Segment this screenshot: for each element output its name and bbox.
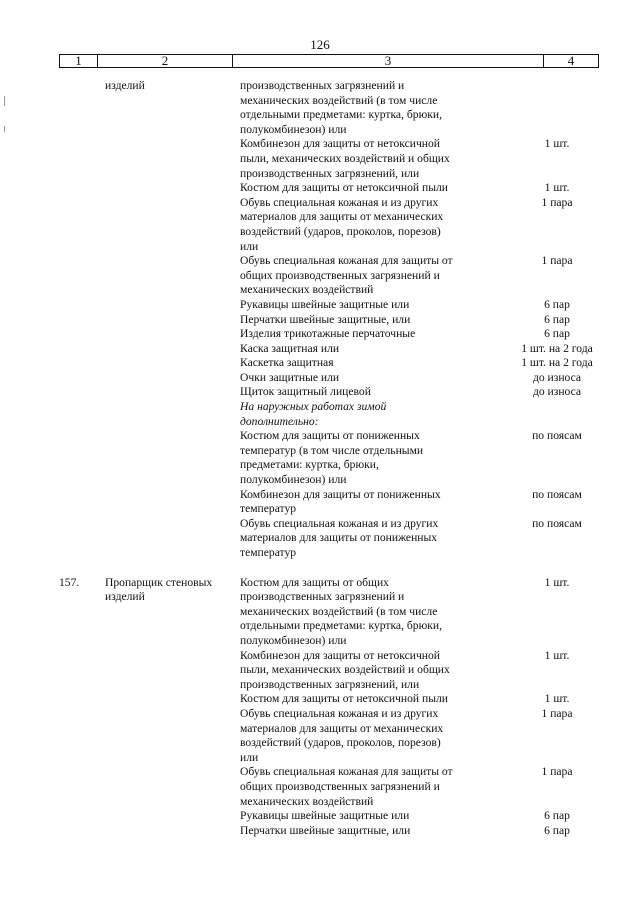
row-number bbox=[0, 444, 104, 459]
table-row bbox=[0, 371, 640, 386]
row-number bbox=[0, 458, 104, 473]
issue-norm bbox=[482, 444, 632, 459]
row-number bbox=[0, 181, 104, 196]
ppe-item: Очки защитные или bbox=[240, 370, 340, 384]
profession-name bbox=[104, 240, 240, 255]
table-row bbox=[0, 795, 640, 810]
ppe-item: Костюм для защиты от пониженных bbox=[240, 429, 420, 443]
row-number bbox=[0, 795, 104, 810]
table-header bbox=[59, 54, 599, 68]
table-row bbox=[0, 765, 640, 780]
profession-name: изделий bbox=[105, 79, 145, 92]
ppe-item: Костюм для защиты от нетоксичной пыли bbox=[240, 692, 449, 706]
page-number: 126 bbox=[310, 37, 330, 52]
table-row bbox=[0, 473, 640, 488]
profession-name bbox=[104, 415, 240, 430]
ppe-item: производственных загрязнений, или bbox=[240, 166, 420, 180]
row-number bbox=[0, 765, 104, 780]
issue-norm bbox=[482, 780, 632, 795]
header-col-1: 1 bbox=[60, 55, 98, 67]
row-number bbox=[0, 605, 104, 620]
issue-norm bbox=[482, 167, 632, 182]
row-number bbox=[0, 531, 104, 546]
issue-norm: до износа bbox=[532, 385, 582, 399]
ppe-item: Комбинезон для защиты от нетоксичной bbox=[240, 137, 441, 151]
row-number bbox=[0, 400, 104, 415]
ppe-item: пыли, механических воздействий и общих bbox=[240, 151, 450, 165]
profession-name bbox=[104, 488, 240, 503]
issue-norm bbox=[482, 94, 632, 109]
ppe-item: производственных загрязнений, или bbox=[240, 677, 420, 691]
table-row bbox=[0, 269, 640, 284]
profession-name: Пропарщик стеновых bbox=[105, 575, 213, 589]
profession-name bbox=[104, 313, 240, 328]
table-row bbox=[0, 531, 640, 546]
issue-norm bbox=[482, 722, 632, 737]
issue-norm bbox=[482, 400, 632, 415]
issue-norm bbox=[482, 663, 632, 678]
row-number bbox=[0, 751, 104, 766]
profession-name bbox=[104, 649, 240, 664]
profession-name bbox=[104, 254, 240, 269]
issue-norm bbox=[482, 79, 632, 94]
issue-norm: по поясам bbox=[532, 516, 582, 530]
header-col-3: 3 bbox=[233, 55, 544, 67]
table-row bbox=[0, 663, 640, 678]
table-row bbox=[0, 415, 640, 430]
issue-norm bbox=[482, 751, 632, 766]
profession-name bbox=[104, 298, 240, 313]
issue-norm: до износа bbox=[532, 370, 582, 384]
ppe-item: отдельными предметами: куртка, брюки, bbox=[240, 619, 442, 633]
table-row bbox=[0, 605, 640, 620]
profession-name bbox=[104, 167, 240, 182]
issue-norm bbox=[482, 240, 632, 255]
profession-name bbox=[104, 108, 240, 123]
profession-name bbox=[104, 678, 240, 693]
issue-norm: 6 пар bbox=[544, 312, 570, 326]
ppe-item: механических воздействий (в том числе bbox=[240, 93, 438, 107]
profession-name bbox=[104, 531, 240, 546]
row-number bbox=[0, 269, 104, 284]
issue-norm bbox=[482, 473, 632, 488]
table-row bbox=[0, 137, 640, 152]
row-number bbox=[0, 225, 104, 240]
row-number bbox=[0, 707, 104, 722]
issue-norm bbox=[482, 502, 632, 517]
ppe-item: температур (в том числе отдельными bbox=[240, 443, 424, 457]
issue-norm: 1 шт. bbox=[544, 575, 570, 589]
table-row bbox=[0, 152, 640, 167]
ppe-item: Костюм для защиты от нетоксичной пыли bbox=[240, 181, 449, 195]
issue-norm: 1 шт. bbox=[544, 648, 570, 662]
issue-norm bbox=[482, 678, 632, 693]
profession-name bbox=[104, 619, 240, 634]
issue-norm: 6 пар bbox=[544, 809, 570, 823]
profession-name bbox=[104, 283, 240, 298]
profession-name bbox=[104, 824, 240, 839]
issue-norm: 1 пара bbox=[541, 254, 573, 268]
issue-norm bbox=[482, 546, 632, 561]
row-number bbox=[0, 473, 104, 488]
profession-name: изделий bbox=[105, 590, 145, 604]
table-row bbox=[0, 502, 640, 517]
row-number bbox=[0, 152, 104, 167]
issue-norm bbox=[482, 531, 632, 546]
row-number bbox=[0, 196, 104, 211]
issue-norm bbox=[482, 634, 632, 649]
profession-name bbox=[104, 736, 240, 751]
ppe-item: или bbox=[240, 239, 259, 253]
table-row bbox=[0, 240, 640, 255]
ppe-item: материалов для защиты от пониженных bbox=[240, 531, 438, 545]
table-row bbox=[0, 400, 640, 415]
issue-norm: 1 пара bbox=[541, 195, 573, 209]
table-body bbox=[0, 79, 640, 838]
issue-norm: 1 шт. на 2 года bbox=[521, 356, 593, 370]
row-number bbox=[0, 94, 104, 109]
ppe-item: На наружных работах зимой bbox=[240, 400, 387, 414]
row-number bbox=[0, 137, 104, 152]
profession-name bbox=[104, 707, 240, 722]
ppe-item: Костюм для защиты от общих bbox=[240, 575, 389, 589]
ppe-item: полукомбинезон) или bbox=[240, 633, 347, 647]
ppe-item: отдельными предметами: куртка, брюки, bbox=[240, 108, 442, 122]
issue-norm: 1 шт. bbox=[544, 181, 570, 195]
ppe-item: Щиток защитный лицевой bbox=[240, 385, 371, 399]
table-row bbox=[0, 108, 640, 123]
table-row bbox=[0, 342, 640, 357]
table-row bbox=[0, 458, 640, 473]
profession-name bbox=[104, 152, 240, 167]
profession-name bbox=[104, 517, 240, 532]
ppe-item: механических воздействий bbox=[240, 794, 374, 808]
row-number bbox=[0, 123, 104, 138]
ppe-item: Комбинезон для защиты от пониженных bbox=[240, 487, 441, 501]
row-number bbox=[0, 356, 104, 371]
profession-name bbox=[104, 429, 240, 444]
ppe-item: Каска защитная или bbox=[240, 341, 340, 355]
profession-name bbox=[104, 327, 240, 342]
issue-norm: 6 пар bbox=[544, 823, 570, 837]
profession-name bbox=[104, 473, 240, 488]
ppe-item: воздействий (ударов, проколов, порезов) bbox=[240, 736, 441, 750]
issue-norm: по поясам bbox=[532, 429, 582, 443]
profession-name bbox=[104, 692, 240, 707]
row-number bbox=[0, 722, 104, 737]
table-row bbox=[0, 123, 640, 138]
profession-name bbox=[104, 663, 240, 678]
issue-norm bbox=[482, 108, 632, 123]
table-row bbox=[0, 546, 640, 561]
issue-norm bbox=[482, 415, 632, 430]
issue-norm bbox=[482, 123, 632, 138]
issue-norm: 1 шт. bbox=[544, 692, 570, 706]
row-number bbox=[0, 590, 104, 605]
table-row bbox=[0, 283, 640, 298]
table-row bbox=[0, 590, 640, 605]
row-number bbox=[0, 313, 104, 328]
row-number bbox=[0, 809, 104, 824]
ppe-item: Обувь специальная кожаная и из других bbox=[240, 195, 439, 209]
header-col-2: 2 bbox=[98, 55, 233, 67]
profession-name bbox=[104, 94, 240, 109]
ppe-item: Перчатки швейные защитные, или bbox=[240, 823, 411, 837]
table-row bbox=[0, 517, 640, 532]
issue-norm bbox=[482, 152, 632, 167]
profession-name bbox=[104, 342, 240, 357]
table-row bbox=[0, 809, 640, 824]
table-row bbox=[0, 692, 640, 707]
ppe-item: Обувь специальная кожаная и из других bbox=[240, 516, 439, 530]
profession-name bbox=[104, 371, 240, 386]
table-row bbox=[0, 707, 640, 722]
profession-name bbox=[104, 765, 240, 780]
row-number bbox=[0, 415, 104, 430]
ppe-item: Обувь специальная кожаная для защиты от bbox=[240, 765, 453, 779]
ppe-item: общих производственных загрязнений и bbox=[240, 268, 440, 282]
table-row bbox=[0, 824, 640, 839]
row-number bbox=[0, 210, 104, 225]
ppe-item: Перчатки швейные защитные, или bbox=[240, 312, 411, 326]
issue-norm: по поясам bbox=[532, 487, 582, 501]
profession-name bbox=[104, 795, 240, 810]
row-number bbox=[0, 283, 104, 298]
ppe-item: Комбинезон для защиты от нетоксичной bbox=[240, 648, 441, 662]
ppe-item: полукомбинезон) или bbox=[240, 122, 347, 136]
profession-name bbox=[104, 137, 240, 152]
table-row bbox=[0, 210, 640, 225]
profession-name bbox=[104, 444, 240, 459]
issue-norm: 1 пара bbox=[541, 765, 573, 779]
ppe-item: Обувь специальная кожаная и из других bbox=[240, 706, 439, 720]
row-number bbox=[0, 342, 104, 357]
issue-norm: 6 пар bbox=[544, 297, 570, 311]
ppe-item: Рукавицы швейные защитные или bbox=[240, 809, 410, 823]
issue-norm: 1 шт. bbox=[544, 137, 570, 151]
table-row bbox=[0, 254, 640, 269]
issue-norm bbox=[482, 590, 632, 605]
profession-name bbox=[104, 123, 240, 138]
row-number bbox=[0, 502, 104, 517]
table-row bbox=[0, 167, 640, 182]
issue-norm: 1 шт. на 2 года bbox=[521, 341, 593, 355]
row-number bbox=[0, 385, 104, 400]
issue-norm bbox=[482, 458, 632, 473]
row-number bbox=[0, 546, 104, 561]
row-number bbox=[0, 167, 104, 182]
profession-name bbox=[104, 502, 240, 517]
profession-name bbox=[104, 181, 240, 196]
issue-norm bbox=[482, 269, 632, 284]
issue-norm bbox=[482, 619, 632, 634]
row-number bbox=[0, 298, 104, 313]
ppe-item: механических воздействий bbox=[240, 283, 374, 297]
ppe-item: Изделия трикотажные перчаточные bbox=[240, 327, 416, 341]
profession-name bbox=[104, 634, 240, 649]
table-row bbox=[0, 327, 640, 342]
table-row bbox=[0, 722, 640, 737]
table-row bbox=[0, 79, 640, 94]
issue-norm bbox=[482, 795, 632, 810]
profession-name bbox=[104, 400, 240, 415]
row-number bbox=[0, 678, 104, 693]
row-number bbox=[0, 780, 104, 795]
profession-name bbox=[104, 722, 240, 737]
ppe-item: полукомбинезон) или bbox=[240, 473, 347, 487]
ppe-item: температур bbox=[240, 546, 297, 559]
ppe-item: материалов для защиты от механических bbox=[240, 721, 444, 735]
ppe-item: производственных загрязнений и bbox=[240, 79, 405, 92]
profession-name bbox=[104, 605, 240, 620]
header-col-4: 4 bbox=[567, 53, 575, 68]
row-number bbox=[0, 240, 104, 255]
profession-name bbox=[104, 546, 240, 561]
row-number bbox=[0, 663, 104, 678]
table-row bbox=[0, 649, 640, 664]
ppe-item: материалов для защиты от механических bbox=[240, 210, 444, 224]
profession-name bbox=[104, 356, 240, 371]
table-row bbox=[0, 225, 640, 240]
table-row bbox=[0, 94, 640, 109]
row-number bbox=[0, 619, 104, 634]
row-number bbox=[0, 692, 104, 707]
row-number bbox=[0, 824, 104, 839]
issue-norm bbox=[482, 283, 632, 298]
table-row bbox=[0, 313, 640, 328]
ppe-item: Рукавицы швейные защитные или bbox=[240, 297, 410, 311]
ppe-item: механических воздействий (в том числе bbox=[240, 604, 438, 618]
row-number bbox=[0, 634, 104, 649]
ppe-item: пыли, механических воздействий и общих bbox=[240, 663, 450, 677]
ppe-item: или bbox=[240, 750, 259, 764]
table-row bbox=[0, 634, 640, 649]
issue-norm: 6 пар bbox=[544, 327, 570, 341]
table-row bbox=[0, 444, 640, 459]
ppe-item: производственных загрязнений и bbox=[240, 590, 405, 604]
table-row bbox=[0, 196, 640, 211]
profession-name bbox=[104, 196, 240, 211]
table-row bbox=[0, 619, 640, 634]
issue-norm: 1 пара bbox=[541, 706, 573, 720]
table-row bbox=[0, 181, 640, 196]
ppe-item: общих производственных загрязнений и bbox=[240, 779, 440, 793]
ppe-item: воздействий (ударов, проколов, порезов) bbox=[240, 224, 441, 238]
row-number bbox=[0, 649, 104, 664]
row-number bbox=[0, 327, 104, 342]
row-number bbox=[0, 736, 104, 751]
profession-name bbox=[104, 210, 240, 225]
profession-name bbox=[104, 780, 240, 795]
table-row bbox=[0, 576, 640, 591]
ppe-item: температур bbox=[240, 502, 297, 516]
ppe-item: дополнительно: bbox=[240, 414, 319, 428]
row-number bbox=[0, 488, 104, 503]
ppe-item: Каскетка защитная bbox=[240, 356, 334, 370]
table-row bbox=[0, 385, 640, 400]
entry-gap bbox=[0, 561, 640, 576]
profession-name bbox=[104, 385, 240, 400]
issue-norm bbox=[482, 210, 632, 225]
profession-name bbox=[104, 751, 240, 766]
profession-name bbox=[104, 269, 240, 284]
row-number bbox=[0, 108, 104, 123]
table-row bbox=[0, 298, 640, 313]
ppe-item: предметами: куртка, брюки, bbox=[240, 458, 379, 472]
issue-norm bbox=[482, 736, 632, 751]
row-number bbox=[0, 79, 104, 94]
issue-norm bbox=[482, 605, 632, 620]
table-row bbox=[0, 356, 640, 371]
row-number bbox=[0, 429, 104, 444]
ppe-item: Обувь специальная кожаная для защиты от bbox=[240, 254, 453, 268]
table-row bbox=[0, 751, 640, 766]
row-number bbox=[0, 254, 104, 269]
table-row bbox=[0, 429, 640, 444]
table-row bbox=[0, 736, 640, 751]
row-number: 157. bbox=[59, 575, 80, 589]
row-number bbox=[0, 371, 104, 386]
profession-name bbox=[104, 809, 240, 824]
profession-name bbox=[104, 458, 240, 473]
table-row bbox=[0, 780, 640, 795]
row-number bbox=[0, 517, 104, 532]
table-row bbox=[0, 678, 640, 693]
table-row bbox=[0, 488, 640, 503]
profession-name bbox=[104, 225, 240, 240]
issue-norm bbox=[482, 225, 632, 240]
